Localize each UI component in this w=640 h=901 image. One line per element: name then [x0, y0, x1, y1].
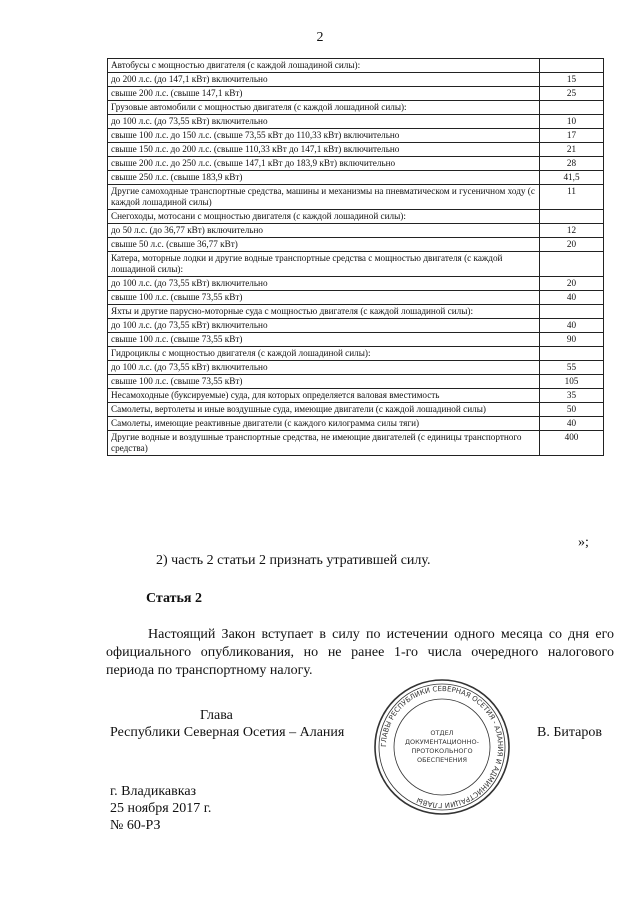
table-row	[108, 333, 604, 347]
table-row	[108, 157, 604, 171]
row-description: свыше 200 л.с. (свыше 147,1 кВт)	[108, 87, 540, 101]
row-description: свыше 200 л.с. до 250 л.с. (свыше 147,1 кВт до 183,9 кВт) включительно	[108, 157, 540, 171]
row-description: свыше 100 л.с. (свыше 73,55 кВт)	[108, 333, 540, 347]
signatory-name: В. Битаров	[537, 725, 602, 740]
table-row	[108, 252, 604, 277]
table-row	[108, 185, 604, 210]
row-rate: 40	[540, 291, 604, 305]
row-description: Грузовые автомобили с мощностью двигателя (с каждой лошадиной силы):	[108, 101, 540, 115]
row-rate: 11	[540, 185, 604, 210]
law-body-text: Настоящий Закон вступает в силу по истечении одного месяца со дня его официального опубликования, но не ранее 1-го числа очередного налогового периода по транспортному налогу.	[106, 627, 614, 678]
table-row	[108, 389, 604, 403]
row-description: свыше 100 л.с. (свыше 73,55 кВт)	[108, 375, 540, 389]
row-rate: 41,5	[540, 171, 604, 185]
row-description: свыше 100 л.с. до 150 л.с. (свыше 73,55 кВт до 110,33 кВт) включительно	[108, 129, 540, 143]
row-description: до 50 л.с. (до 36,77 кВт) включительно	[108, 224, 540, 238]
row-description: Самолеты, имеющие реактивные двигатели (с каждого килограмма силы тяги)	[108, 417, 540, 431]
row-rate: 28	[540, 157, 604, 171]
official-seal	[372, 677, 512, 817]
row-description: до 100 л.с. (до 73,55 кВт) включительно	[108, 319, 540, 333]
table-row	[108, 305, 604, 319]
row-rate	[540, 59, 604, 73]
table-row	[108, 291, 604, 305]
table-row	[108, 224, 604, 238]
row-rate: 35	[540, 389, 604, 403]
row-rate: 50	[540, 403, 604, 417]
row-rate: 40	[540, 417, 604, 431]
row-description: Катера, моторные лодки и другие водные транспортные средства с мощностью двигателя (с каждой лошадиной силы):	[108, 252, 540, 277]
row-description: Другие самоходные транспортные средства, машины и механизмы на пневматическом и гусеничном ходу (с каждой лошадиной силы)	[108, 185, 540, 210]
seal-center-line4: ОБЕСПЕЧЕНИЯ	[416, 756, 468, 764]
row-description: Гидроциклы с мощностью двигателя (с каждой лошадиной силы):	[108, 347, 540, 361]
row-rate	[540, 101, 604, 115]
row-description: до 200 л.с. (до 147,1 кВт) включительно	[108, 73, 540, 87]
signing-date: 25 ноября 2017 г.	[110, 801, 212, 816]
row-description: свыше 150 л.с. до 200 л.с. (свыше 110,33 кВт до 147,1 кВт) включительно	[108, 143, 540, 157]
row-description: свыше 50 л.с. (свыше 36,77 кВт)	[108, 238, 540, 252]
item-2-text: 2) часть 2 статьи 2 признать утратившей силу.	[156, 553, 431, 568]
row-description: Другие водные и воздушные транспортные средства, не имеющие двигателей (с единицы транспортного средства)	[108, 431, 540, 456]
table-row	[108, 143, 604, 157]
table-row	[108, 101, 604, 115]
signing-place: г. Владикавказ	[110, 784, 197, 799]
table-row	[108, 375, 604, 389]
row-description: до 100 л.с. (до 73,55 кВт) включительно	[108, 361, 540, 375]
row-rate: 15	[540, 73, 604, 87]
seal-ring-text: ГЛАВЫ РЕСПУБЛИКИ СЕВЕРНАЯ ОСЕТИЯ - АЛАНИЯ И АДМИНИСТРАЦИИ ГЛАВЫ	[379, 684, 505, 810]
row-rate: 400	[540, 431, 604, 456]
table-row	[108, 59, 604, 73]
signature-title-line1: Глава	[200, 708, 233, 723]
table-row	[108, 115, 604, 129]
row-rate: 20	[540, 277, 604, 291]
row-rate	[540, 305, 604, 319]
table-row	[108, 210, 604, 224]
row-rate	[540, 252, 604, 277]
row-rate: 20	[540, 238, 604, 252]
row-rate: 25	[540, 87, 604, 101]
table-row	[108, 238, 604, 252]
article-title: Статья 2	[146, 591, 202, 606]
table-row	[108, 417, 604, 431]
row-description: Несамоходные (буксируемые) суда, для которых определяется валовая вместимость	[108, 389, 540, 403]
row-description: до 100 л.с. (до 73,55 кВт) включительно	[108, 115, 540, 129]
page-number: 2	[316, 30, 324, 45]
table-row	[108, 431, 604, 456]
row-rate: 10	[540, 115, 604, 129]
row-description: Автобусы с мощностью двигателя (с каждой лошадиной силы):	[108, 59, 540, 73]
row-description: Самолеты, вертолеты и иные воздушные суда, имеющие двигатели (с каждой лошадиной силы)	[108, 403, 540, 417]
row-rate: 12	[540, 224, 604, 238]
seal-center-line1: ОТДЕЛ	[430, 729, 454, 737]
row-rate: 55	[540, 361, 604, 375]
row-rate: 40	[540, 319, 604, 333]
row-description: Яхты и другие парусно-моторные суда с мощностью двигателя (с каждой лошадиной силы):	[108, 305, 540, 319]
row-rate	[540, 210, 604, 224]
table-row	[108, 347, 604, 361]
row-rate: 21	[540, 143, 604, 157]
tax-rates-table	[107, 58, 604, 456]
seal-center-line2: ДОКУМЕНТАЦИОННО-	[404, 738, 480, 746]
seal-center-line3: ПРОТОКОЛЬНОГО	[411, 747, 473, 755]
law-number: № 60-РЗ	[110, 818, 161, 833]
row-rate: 105	[540, 375, 604, 389]
row-description: свыше 100 л.с. (свыше 73,55 кВт)	[108, 291, 540, 305]
row-rate	[540, 347, 604, 361]
table-row	[108, 87, 604, 101]
row-rate: 17	[540, 129, 604, 143]
signature-title-line2: Республики Северная Осетия – Алания	[110, 725, 345, 740]
closing-quote: »;	[578, 535, 589, 550]
row-rate: 90	[540, 333, 604, 347]
row-description: Снегоходы, мотосани с мощностью двигателя (с каждой лошадиной силы):	[108, 210, 540, 224]
table-row	[108, 129, 604, 143]
table-row	[108, 403, 604, 417]
table-row	[108, 361, 604, 375]
row-description: до 100 л.с. (до 73,55 кВт) включительно	[108, 277, 540, 291]
table-row	[108, 277, 604, 291]
table-row	[108, 171, 604, 185]
row-description: свыше 250 л.с. (свыше 183,9 кВт)	[108, 171, 540, 185]
table-row	[108, 319, 604, 333]
table-row	[108, 73, 604, 87]
